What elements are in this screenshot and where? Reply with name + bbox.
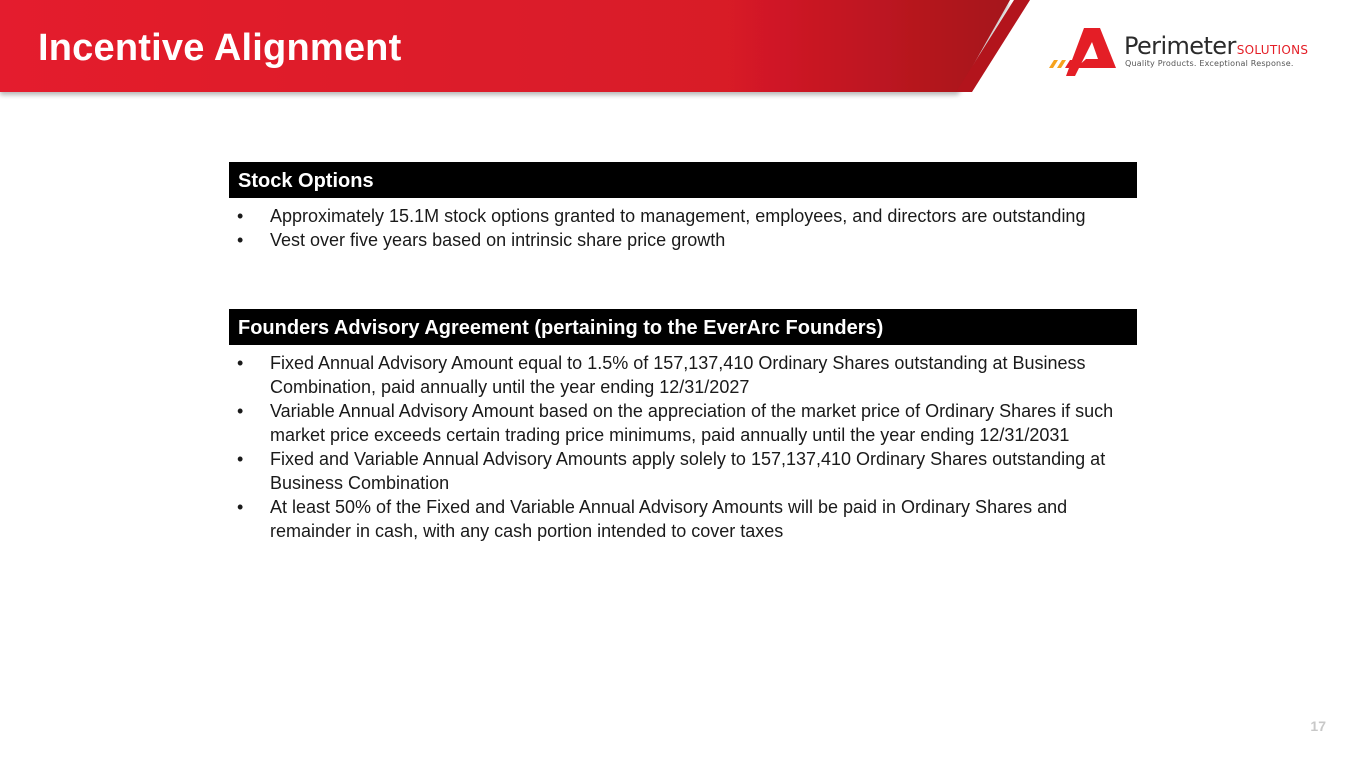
stock-options-bullets — [229, 204, 1137, 252]
slide-title: Incentive Alignment — [38, 27, 402, 69]
page-number: 17 — [1310, 718, 1326, 734]
perimeter-a-mark-icon — [1046, 26, 1122, 78]
list-item: • Variable Annual Advisory Amount based on the appreciation of the market price of Ordinary Shares if such market price exceeds certain trading price minimums, paid annually until the year ending 12/31/2031 — [229, 399, 1137, 447]
list-item: • Fixed Annual Advisory Amount equal to 1.5% of 157,137,410 Ordinary Shares outstanding at Business Combination, paid annually until the year ending 12/31/2027 — [229, 351, 1137, 399]
perimeter-logo — [1046, 26, 1326, 78]
logo-tagline: Quality Products. Exceptional Response. — [1125, 59, 1294, 68]
list-item: • Approximately 15.1M stock options granted to management, employees, and directors are outstanding — [229, 204, 1137, 228]
logo-primary-text: Perimeter — [1124, 32, 1236, 60]
founders-advisory-heading: Founders Advisory Agreement (pertaining to the EverArc Founders) — [229, 309, 1137, 345]
stock-options-section — [229, 162, 1137, 252]
stock-options-heading: Stock Options — [229, 162, 1137, 198]
header-banner — [0, 0, 1040, 100]
list-item: • Fixed and Variable Annual Advisory Amounts apply solely to 157,137,410 Ordinary Shares outstanding at Business Combination — [229, 447, 1137, 495]
founders-advisory-section — [229, 309, 1137, 543]
list-item: • At least 50% of the Fixed and Variable Annual Advisory Amounts will be paid in Ordinary Shares and remainder in cash, with any cash portion intended to cover taxes — [229, 495, 1137, 543]
founders-advisory-bullets — [229, 351, 1137, 543]
list-item: • Vest over five years based on intrinsic share price growth — [229, 228, 1137, 252]
logo-secondary-text: SOLUTIONS — [1236, 43, 1309, 57]
